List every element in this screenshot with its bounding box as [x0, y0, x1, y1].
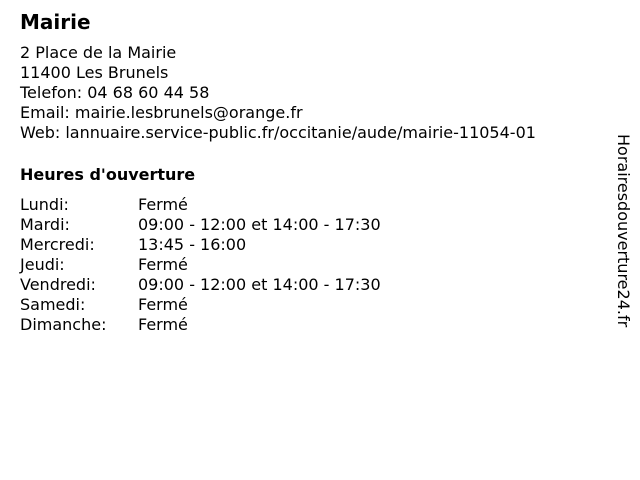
address-block [20, 43, 600, 143]
hours-row-tuesday [20, 215, 600, 235]
hours-heading: Heures d'ouverture [20, 165, 196, 184]
hours-day: Lundi: [20, 195, 69, 214]
hours-row-wednesday [20, 235, 600, 255]
address-street: 2 Place de la Mairie [20, 43, 177, 62]
hours-day: Jeudi: [20, 255, 65, 274]
hours-time: 09:00 - 12:00 et 14:00 - 17:30 [138, 215, 381, 234]
hours-time: Fermé [138, 315, 188, 334]
hours-time: Fermé [138, 255, 188, 274]
place-card [20, 10, 600, 335]
hours-row-saturday [20, 295, 600, 315]
hours-time: 09:00 - 12:00 et 14:00 - 17:30 [138, 275, 381, 294]
hours-time: Fermé [138, 295, 188, 314]
place-title: Mairie [20, 10, 91, 34]
hours-row-friday [20, 275, 600, 295]
web-line: Web: lannuaire.service-public.fr/occitanie/aude/mairie-11054-01 [20, 123, 536, 142]
hours-day: Mardi: [20, 215, 70, 234]
hours-day: Mercredi: [20, 235, 95, 254]
hours-day: Vendredi: [20, 275, 96, 294]
address-city: 11400 Les Brunels [20, 63, 169, 82]
brand-watermark: Horairesdouverture24.fr [614, 134, 633, 328]
hours-day: Dimanche: [20, 315, 107, 334]
email-line: Email: mairie.lesbrunels@orange.fr [20, 103, 303, 122]
hours-day: Samedi: [20, 295, 86, 314]
hours-row-monday [20, 195, 600, 215]
hours-row-sunday [20, 315, 600, 335]
hours-time: 13:45 - 16:00 [138, 235, 247, 254]
phone-line: Telefon: 04 68 60 44 58 [20, 83, 210, 102]
hours-row-thursday [20, 255, 600, 275]
hours-table [20, 195, 600, 335]
hours-time: Fermé [138, 195, 188, 214]
